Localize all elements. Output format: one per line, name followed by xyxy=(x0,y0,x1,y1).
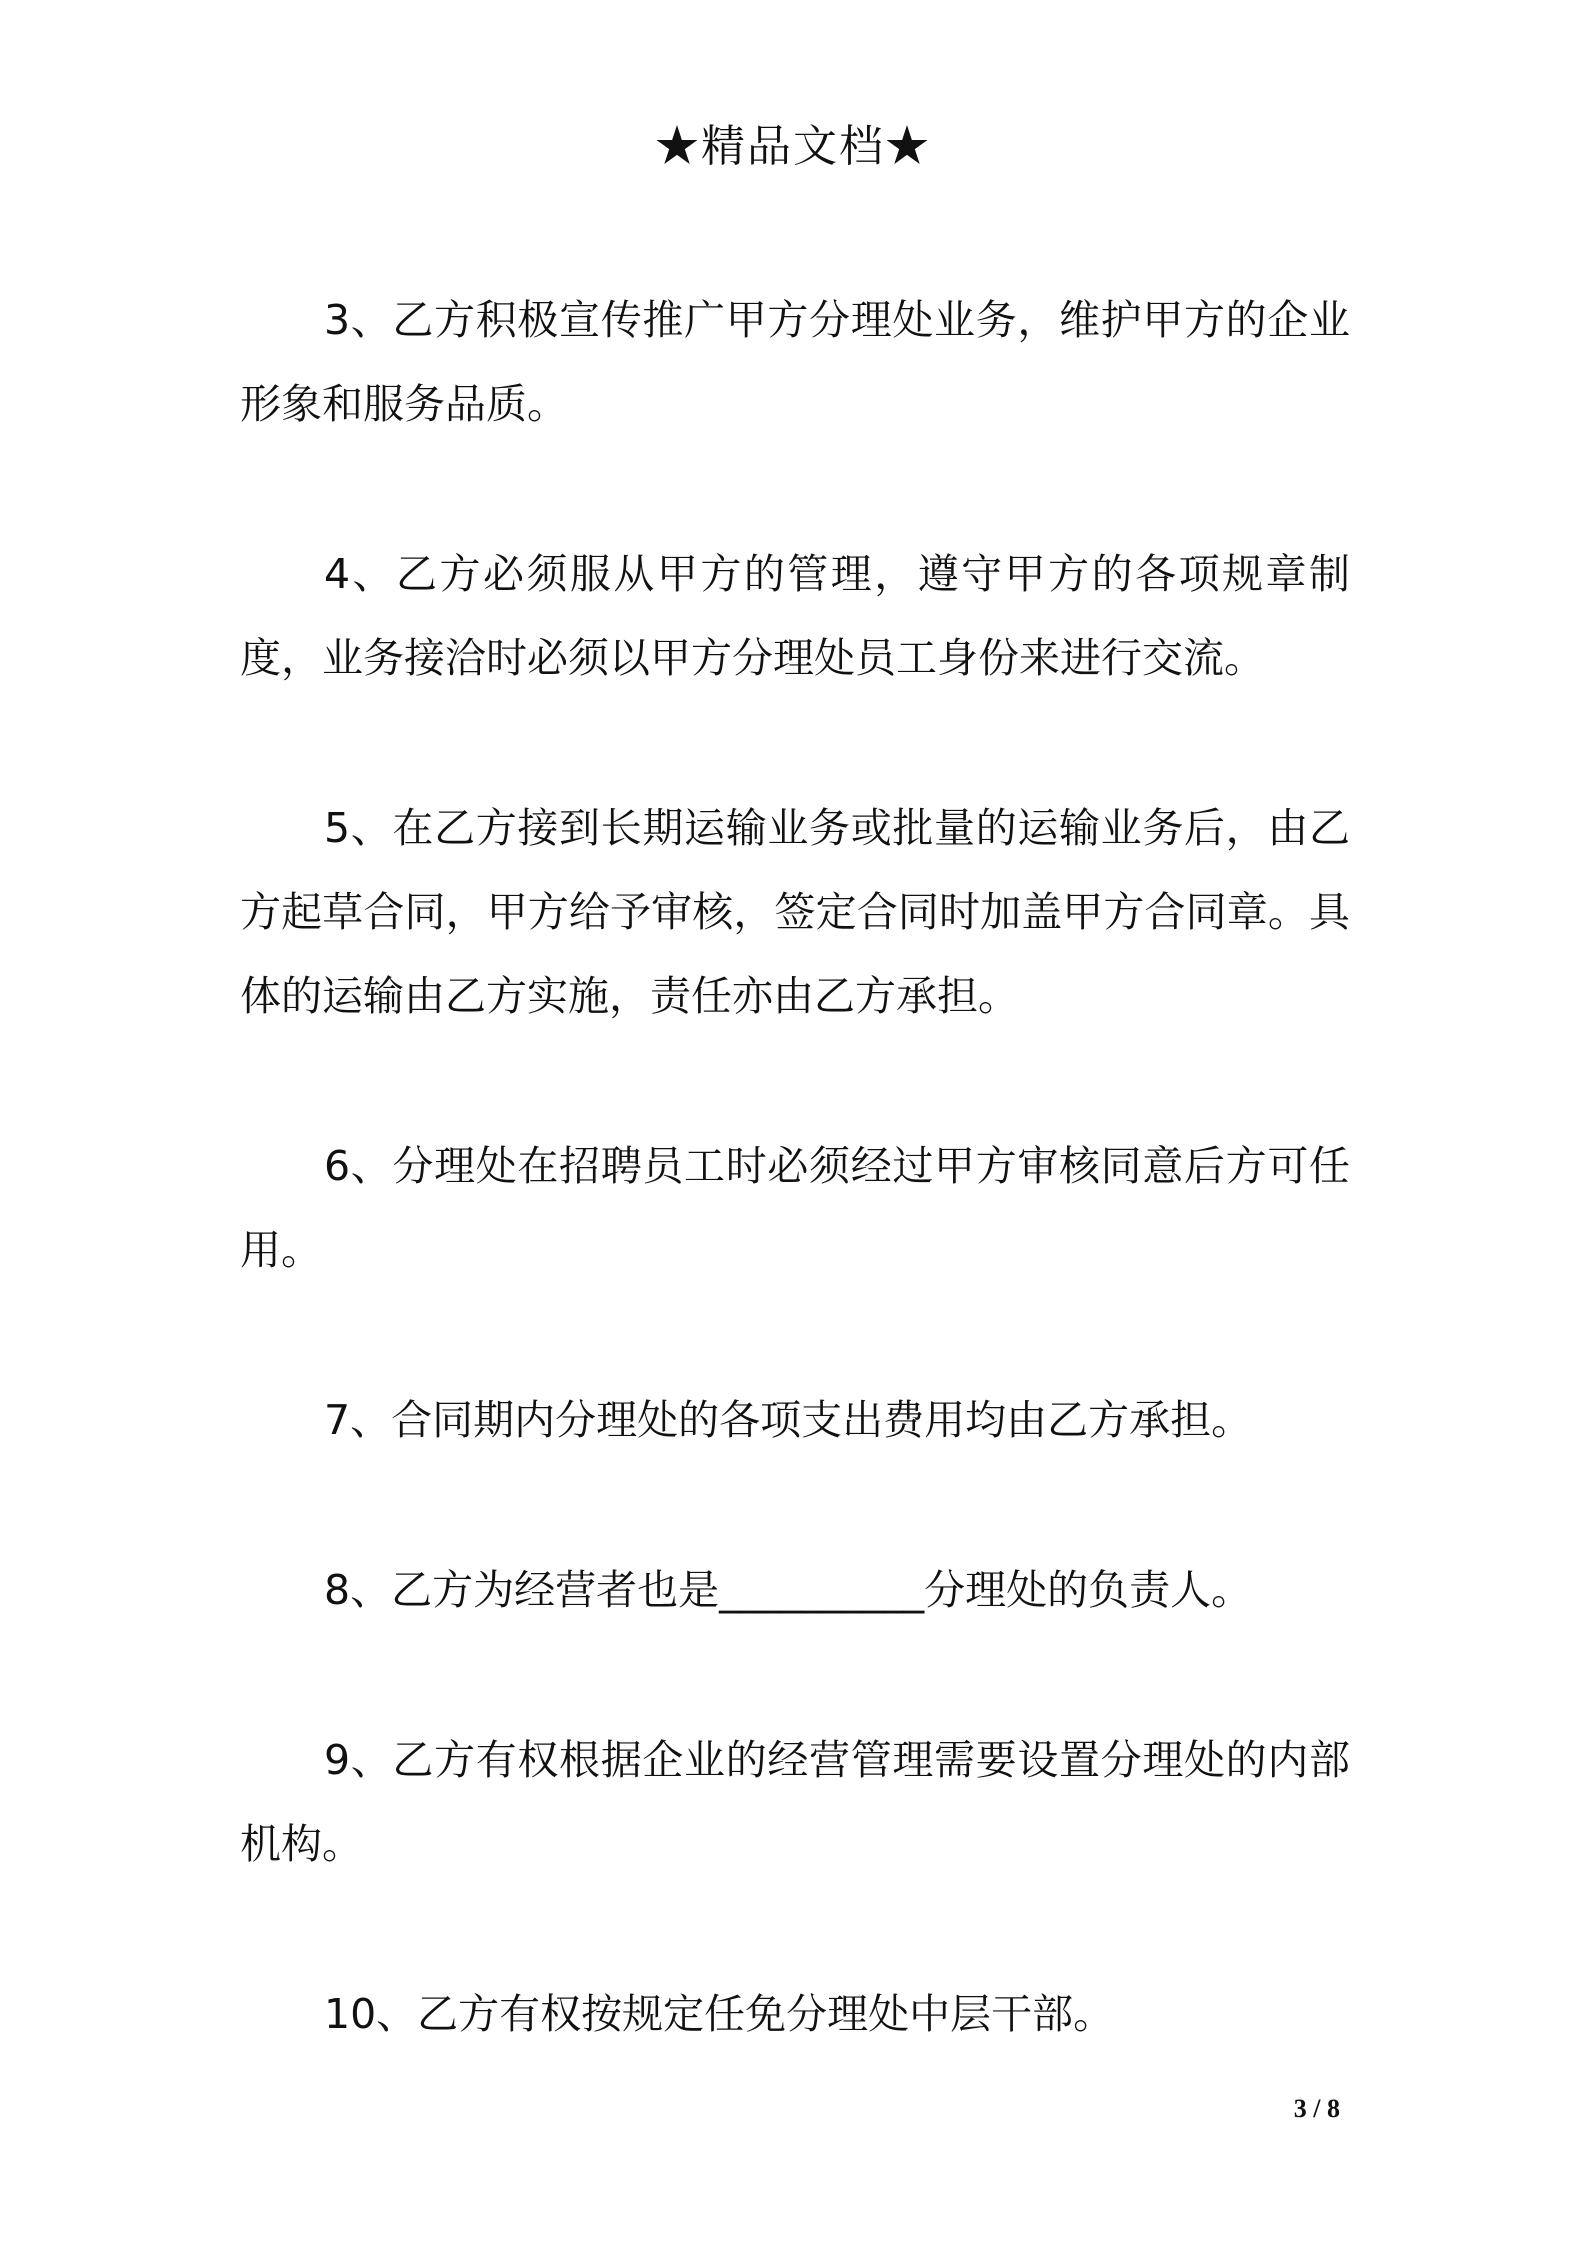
clause-4: 4、乙方必须服从甲方的管理，遵守甲方的各项规章制度，业务接洽时必须以甲方分理处员工身份来进行交流。 xyxy=(240,550,1350,682)
page-number: 3 / 8 xyxy=(1293,2094,1340,2123)
clause-8: 8、乙方为经营者也是__________分理处的负责人。 xyxy=(324,1566,1253,1614)
document-body xyxy=(240,278,1350,2056)
clause-3: 3、乙方积极宣传推广甲方分理处业务，维护甲方的企业形象和服务品质。 xyxy=(240,296,1350,428)
clause-10: 10、乙方有权按规定任免分理处中层干部。 xyxy=(324,1990,1115,2038)
clause-6: 6、分理处在招聘员工时必须经过甲方审核同意后方可任用。 xyxy=(240,1142,1350,1274)
clause-5: 5、在乙方接到长期运输业务或批量的运输业务后，由乙方起草合同，甲方给予审核，签定合同时加盖甲方合同章。具体的运输由乙方实施，责任亦由乙方承担。 xyxy=(240,804,1350,1020)
clause-7: 7、合同期内分理处的各项支出费用均由乙方承担。 xyxy=(324,1396,1253,1444)
page-header-title: ★精品文档★ xyxy=(655,121,931,172)
clause-9: 9、乙方有权根据企业的经营管理需要设置分理处的内部机构。 xyxy=(240,1736,1350,1868)
